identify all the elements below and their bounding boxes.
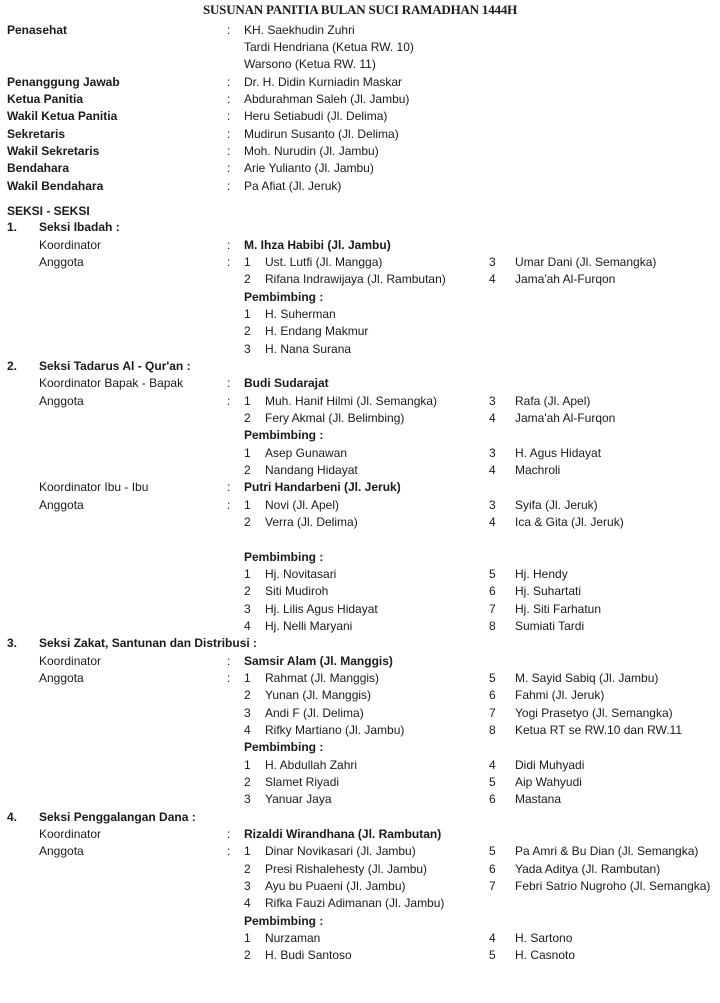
pembimbing-name: Hj. Hendy xyxy=(515,567,568,581)
anggota-label: Anggota xyxy=(39,394,84,408)
officer-label: Sekretaris xyxy=(7,127,66,141)
officer-row-wakil-bendahara xyxy=(0,178,720,195)
item-number: 4 xyxy=(489,758,496,772)
officer-value: Abdurahman Saleh (Jl. Jambu) xyxy=(244,92,410,106)
section-title: Seksi Zakat, Santunan dan Distribusi : xyxy=(39,636,258,650)
member-name: Umar Dani (Jl. Semangka) xyxy=(515,255,657,269)
item-number: 3 xyxy=(489,255,496,269)
pembimbing-name: Hj. Siti Farhatun xyxy=(515,602,602,616)
item-number: 4 xyxy=(244,896,251,910)
officer-value: Heru Setiabudi (Jl. Delima) xyxy=(244,109,388,123)
anggota-label: Anggota xyxy=(39,498,84,512)
colon: : xyxy=(227,376,231,390)
colon: : xyxy=(227,144,231,158)
koordinator-name: Samsir Alam (Jl. Manggis) xyxy=(244,654,393,668)
pembimbing-name: H. Sartono xyxy=(515,931,573,945)
member-name: Ketua RT se RW.10 dan RW.11 xyxy=(515,723,682,737)
pembimbing-name: H. Casnoto xyxy=(515,948,576,962)
pembimbing-row xyxy=(0,566,720,583)
item-number: 1 xyxy=(244,498,251,512)
item-number: 3 xyxy=(244,879,251,893)
pembimbing-row xyxy=(0,947,720,964)
pembimbing-row xyxy=(0,757,720,774)
pembimbing-name: Aip Wahyudi xyxy=(515,775,582,789)
section-header xyxy=(0,809,720,826)
pembimbing-heading-row xyxy=(0,549,720,566)
member-name: Febri Satrio Nugroho (Jl. Semangka) xyxy=(515,879,711,893)
anggota-row xyxy=(0,895,720,912)
pembimbing-name: H. Nana Surana xyxy=(265,342,352,356)
pembimbing-name: Asep Gunawan xyxy=(265,446,348,460)
item-number: 3 xyxy=(244,602,251,616)
pembimbing-name: H. Endang Makmur xyxy=(265,324,369,338)
officer-row-sekretaris xyxy=(0,126,720,143)
officer-label: Wakil Sekretaris xyxy=(7,144,100,158)
officer-label: Ketua Panitia xyxy=(7,92,84,106)
section-number: 4. xyxy=(7,810,18,824)
document-title: SUSUNAN PANITIA BULAN SUCI RAMADHAN 1444H xyxy=(202,2,518,17)
pembimbing-label: Pembimbing : xyxy=(244,740,324,754)
colon: : xyxy=(227,671,231,685)
member-name: Yada Aditya (Jl. Rambutan) xyxy=(515,862,661,876)
member-name: Muh. Hanif Hilmi (Jl. Semangka) xyxy=(265,394,438,408)
colon: : xyxy=(227,827,231,841)
item-number: 3 xyxy=(489,394,496,408)
pembimbing-name: Nurzaman xyxy=(265,931,321,945)
item-number: 6 xyxy=(489,792,496,806)
section-number: 1. xyxy=(7,220,18,234)
item-number: 4 xyxy=(489,515,496,529)
officer-row-continuation xyxy=(0,56,720,73)
section-title: Seksi Ibadah : xyxy=(39,220,120,234)
section-header xyxy=(0,635,720,652)
member-name: Pa Amri & Bu Dian (Jl. Semangka) xyxy=(515,844,699,858)
item-number: 1 xyxy=(244,446,251,460)
officer-row-penasehat xyxy=(0,22,720,39)
item-number: 6 xyxy=(489,688,496,702)
member-name: Syifa (Jl. Jeruk) xyxy=(515,498,598,512)
pembimbing-name: Hj. Nelli Maryani xyxy=(265,619,353,633)
member-name: Rahmat (Jl. Manggis) xyxy=(265,671,380,685)
member-name: Jama'ah Al-Furqon xyxy=(515,411,616,425)
pembimbing-row xyxy=(0,930,720,947)
anggota-label: Anggota xyxy=(39,671,84,685)
officer-value: Tardi Hendriana (Ketua RW. 10) xyxy=(244,40,414,54)
item-number: 7 xyxy=(489,879,496,893)
officer-value: Mudirun Susanto (Jl. Delima) xyxy=(244,127,399,141)
member-name: Rifky Martiano (Jl. Jambu) xyxy=(265,723,405,737)
item-number: 4 xyxy=(489,463,496,477)
member-name: Fahmi (Jl. Jeruk) xyxy=(515,688,605,702)
item-number: 7 xyxy=(489,706,496,720)
koordinator-row xyxy=(0,479,720,496)
anggota-row xyxy=(0,861,720,878)
member-name: Novi (Jl. Apel) xyxy=(265,498,340,512)
item-number: 1 xyxy=(244,844,251,858)
member-name: Rifana Indrawijaya (Jl. Rambutan) xyxy=(265,272,446,286)
item-number: 6 xyxy=(489,862,496,876)
section-number: 3. xyxy=(7,636,18,650)
seksi-heading-row xyxy=(0,203,720,220)
pembimbing-heading-row xyxy=(0,739,720,756)
koordinator-label: Koordinator Bapak - Bapak xyxy=(39,376,184,390)
anggota-row xyxy=(0,670,720,687)
pembimbing-name: Mastana xyxy=(515,792,562,806)
pembimbing-name: Hj. Lilis Agus Hidayat xyxy=(265,602,378,616)
pembimbing-row xyxy=(0,306,720,323)
item-number: 1 xyxy=(244,931,251,945)
item-number: 1 xyxy=(244,394,251,408)
section-header xyxy=(0,219,720,236)
pembimbing-row xyxy=(0,583,720,600)
member-name: Fery Akmal (Jl. Belimbing) xyxy=(265,411,405,425)
koordinator-label: Koordinator xyxy=(39,238,102,252)
colon: : xyxy=(227,654,231,668)
item-number: 2 xyxy=(244,688,251,702)
member-name: Jama'ah Al-Furqon xyxy=(515,272,616,286)
item-number: 7 xyxy=(489,602,496,616)
anggota-row xyxy=(0,843,720,860)
officer-value: Dr. H. Didin Kurniadin Maskar xyxy=(244,75,403,89)
pembimbing-name: Hj. Novitasari xyxy=(265,567,337,581)
officer-label: Wakil Bendahara xyxy=(7,179,104,193)
pembimbing-row xyxy=(0,774,720,791)
koordinator-row xyxy=(0,826,720,843)
pembimbing-name: Sumiati Tardi xyxy=(515,619,585,633)
officer-row-ketua xyxy=(0,91,720,108)
officer-row-wakil-ketua xyxy=(0,108,720,125)
officer-value: Arie Yulianto (Jl. Jambu) xyxy=(244,161,374,175)
section-header xyxy=(0,358,720,375)
anggota-row xyxy=(0,497,720,514)
koordinator-label: Koordinator xyxy=(39,654,102,668)
officer-row-wakil-sekretaris xyxy=(0,143,720,160)
koordinator-name: M. Ihza Habibi (Jl. Jambu) xyxy=(244,238,391,252)
pembimbing-name: H. Budi Santoso xyxy=(265,948,352,962)
officer-value: Pa Afiat (Jl. Jeruk) xyxy=(244,179,342,193)
colon: : xyxy=(227,394,231,408)
pembimbing-name: Hj. Suhartati xyxy=(515,584,582,598)
officer-row-bendahara xyxy=(0,160,720,177)
pembimbing-row xyxy=(0,791,720,808)
member-name: Ayu bu Puaeni (Jl. Jambu) xyxy=(265,879,406,893)
member-name: Dinar Novikasari (Jl. Jambu) xyxy=(265,844,416,858)
item-number: 5 xyxy=(489,948,496,962)
colon: : xyxy=(227,179,231,193)
officer-value: Moh. Nurudin (Jl. Jambu) xyxy=(244,144,379,158)
section-number: 2. xyxy=(7,359,18,373)
pembimbing-label: Pembimbing : xyxy=(244,914,324,928)
pembimbing-row xyxy=(0,462,720,479)
item-number: 4 xyxy=(489,272,496,286)
item-number: 2 xyxy=(244,515,251,529)
item-number: 3 xyxy=(244,792,251,806)
item-number: 4 xyxy=(244,723,251,737)
pembimbing-name: H. Abdullah Zahri xyxy=(265,758,358,772)
pembimbing-row xyxy=(0,601,720,618)
item-number: 3 xyxy=(489,498,496,512)
item-number: 2 xyxy=(244,862,251,876)
seksi-heading: SEKSI - SEKSI xyxy=(7,204,90,218)
anggota-label: Anggota xyxy=(39,255,84,269)
anggota-row xyxy=(0,514,720,531)
pembimbing-row xyxy=(0,445,720,462)
pembimbing-name: Nandang Hidayat xyxy=(265,463,358,477)
pembimbing-name: Siti Mudiroh xyxy=(265,584,329,598)
koordinator-label: Koordinator xyxy=(39,827,102,841)
anggota-row xyxy=(0,254,720,271)
item-number: 5 xyxy=(489,671,496,685)
anggota-row xyxy=(0,271,720,288)
anggota-row xyxy=(0,393,720,410)
pembimbing-name: H. Agus Hidayat xyxy=(515,446,602,460)
item-number: 2 xyxy=(244,411,251,425)
item-number: 8 xyxy=(489,619,496,633)
item-number: 6 xyxy=(489,584,496,598)
anggota-row xyxy=(0,878,720,895)
pembimbing-row xyxy=(0,323,720,340)
anggota-row xyxy=(0,722,720,739)
colon: : xyxy=(227,498,231,512)
anggota-row xyxy=(0,705,720,722)
item-number: 8 xyxy=(489,723,496,737)
item-number: 5 xyxy=(489,567,496,581)
item-number: 1 xyxy=(244,671,251,685)
item-number: 2 xyxy=(244,584,251,598)
member-name: Rafa (Jl. Apel) xyxy=(515,394,591,408)
item-number: 1 xyxy=(244,567,251,581)
koordinator-name: Rizaldi Wirandhana (Jl. Rambutan) xyxy=(244,827,442,841)
member-name: Yogi Prasetyo (Jl. Semangka) xyxy=(515,706,673,720)
officer-label: Bendahara xyxy=(7,161,70,175)
pembimbing-row xyxy=(0,341,720,358)
pembimbing-name: Yanuar Jaya xyxy=(265,792,332,806)
pembimbing-name: Slamet Riyadi xyxy=(265,775,340,789)
member-name: Verra (Jl. Delima) xyxy=(265,515,358,529)
anggota-row xyxy=(0,410,720,427)
section-title: Seksi Tadarus Al - Qur'an : xyxy=(39,359,191,373)
item-number: 5 xyxy=(489,844,496,858)
colon: : xyxy=(227,844,231,858)
item-number: 1 xyxy=(244,255,251,269)
item-number: 2 xyxy=(244,324,251,338)
pembimbing-row xyxy=(0,618,720,635)
member-name: Ust. Lutfi (Jl. Mangga) xyxy=(265,255,383,269)
pembimbing-name: H. Suherman xyxy=(265,307,336,321)
pembimbing-heading-row xyxy=(0,427,720,444)
item-number: 3 xyxy=(489,446,496,460)
koordinator-row xyxy=(0,653,720,670)
item-number: 3 xyxy=(244,342,251,356)
colon: : xyxy=(227,109,231,123)
anggota-label: Anggota xyxy=(39,844,84,858)
officer-label: Penanggung Jawab xyxy=(7,75,120,89)
colon: : xyxy=(227,92,231,106)
officer-row-continuation xyxy=(0,39,720,56)
member-name: Andi F (Jl. Delima) xyxy=(265,706,364,720)
officer-value: Warsono (Ketua RW. 11) xyxy=(244,57,376,71)
koordinator-row xyxy=(0,375,720,392)
koordinator-name: Budi Sudarajat xyxy=(244,376,329,390)
item-number: 1 xyxy=(244,758,251,772)
koordinator-row xyxy=(0,237,720,254)
officer-row-penanggung-jawab xyxy=(0,74,720,91)
anggota-row xyxy=(0,687,720,704)
member-name: Ica & Gita (Jl. Jeruk) xyxy=(515,515,624,529)
colon: : xyxy=(227,255,231,269)
item-number: 5 xyxy=(489,775,496,789)
item-number: 4 xyxy=(489,931,496,945)
colon: : xyxy=(227,127,231,141)
colon: : xyxy=(227,23,231,37)
koordinator-name: Putri Handarbeni (Jl. Jeruk) xyxy=(244,480,401,494)
colon: : xyxy=(227,161,231,175)
member-name: Rifka Fauzi Adimanan (Jl. Jambu) xyxy=(265,896,445,910)
colon: : xyxy=(227,480,231,494)
section-title: Seksi Penggalangan Dana : xyxy=(39,810,196,824)
member-name: Yunan (Jl. Manggis) xyxy=(265,688,372,702)
colon: : xyxy=(227,238,231,252)
colon: : xyxy=(227,75,231,89)
pembimbing-label: Pembimbing : xyxy=(244,550,324,564)
pembimbing-heading-row xyxy=(0,289,720,306)
item-number: 2 xyxy=(244,948,251,962)
item-number: 2 xyxy=(244,463,251,477)
pembimbing-heading-row xyxy=(0,913,720,930)
officer-value: KH. Saekhudin Zuhri xyxy=(244,23,355,37)
item-number: 4 xyxy=(244,619,251,633)
item-number: 1 xyxy=(244,307,251,321)
item-number: 2 xyxy=(244,272,251,286)
officer-label: Wakil Ketua Panitia xyxy=(7,109,118,123)
item-number: 3 xyxy=(244,706,251,720)
member-name: M. Sayid Sabiq (Jl. Jambu) xyxy=(515,671,659,685)
koordinator-label: Koordinator Ibu - Ibu xyxy=(39,480,149,494)
item-number: 4 xyxy=(489,411,496,425)
officer-label: Penasehat xyxy=(7,23,68,37)
pembimbing-label: Pembimbing : xyxy=(244,290,324,304)
pembimbing-name: Didi Muhyadi xyxy=(515,758,585,772)
member-name: Presi Rishalehesty (Jl. Jambu) xyxy=(265,862,428,876)
item-number: 2 xyxy=(244,775,251,789)
pembimbing-label: Pembimbing : xyxy=(244,428,324,442)
pembimbing-name: Machroli xyxy=(515,463,561,477)
